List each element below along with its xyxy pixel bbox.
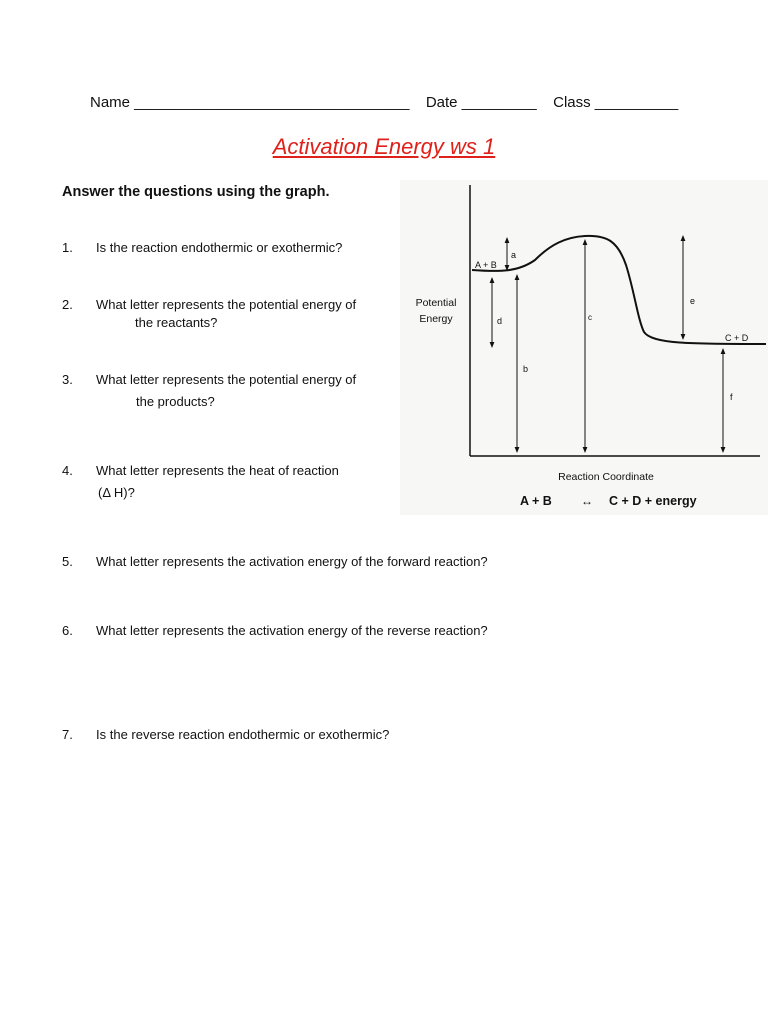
x-axis-label: Reaction Coordinate	[558, 471, 654, 483]
question-text: What letter represents the heat of reaction	[96, 463, 339, 478]
header-line	[90, 94, 690, 111]
question-number: 4.	[62, 463, 73, 478]
question-continuation: the reactants?	[135, 315, 218, 330]
class-field[interactable]: Class __________	[553, 94, 679, 111]
question-text: Is the reverse reaction endothermic or exothermic?	[96, 727, 390, 742]
page-title: Activation Energy ws 1	[272, 134, 496, 159]
letter-f: f	[730, 392, 733, 402]
reactants-label: A + B	[475, 260, 497, 270]
energy-diagram	[400, 180, 768, 515]
letter-a: a	[511, 250, 517, 260]
y-axis-label-line1: Potential	[415, 297, 457, 309]
question-text: What letter represents the potential energy of	[96, 372, 357, 387]
energy-diagram-svg	[400, 180, 768, 515]
question-text: What letter represents the activation energy of the forward reaction?	[96, 554, 488, 569]
question-number: 7.	[62, 727, 73, 742]
question-text: What letter represents the activation energy of the reverse reaction?	[96, 623, 488, 638]
letter-e: e	[690, 296, 696, 306]
date-field[interactable]: Date _________	[425, 94, 537, 111]
name-field[interactable]: Name _________________________________	[90, 94, 410, 111]
letter-b: b	[523, 364, 529, 374]
equation-left: A + B	[520, 494, 552, 508]
question-number: 5.	[62, 554, 73, 569]
question-number: 6.	[62, 623, 73, 638]
question-number: 1.	[62, 240, 73, 255]
equation-right: C + D + energy	[609, 494, 697, 508]
question-text: Is the reaction endothermic or exothermic?	[96, 240, 343, 255]
question-number: 3.	[62, 372, 73, 387]
instructions: Answer the questions using the graph.	[62, 184, 330, 200]
question-continuation: the products?	[136, 394, 215, 409]
equation-arrow: ↔	[581, 494, 593, 508]
question-continuation: (Δ H)?	[98, 485, 135, 500]
energy-curve	[472, 236, 766, 344]
y-axis-label-line2: Energy	[419, 313, 453, 325]
question-number: 2.	[62, 297, 73, 312]
question-text: What letter represents the potential energy of	[96, 297, 357, 312]
products-label: C + D	[725, 333, 749, 343]
letter-c: c	[588, 313, 592, 322]
letter-d: d	[497, 316, 503, 326]
